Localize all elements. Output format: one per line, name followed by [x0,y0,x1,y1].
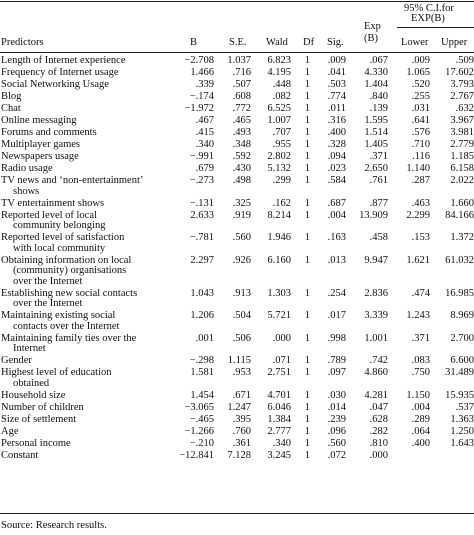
cell-upper: 17.602 [445,67,474,78]
predictor-label-line: Online messaging [1,115,77,126]
cell-sig: .400 [327,127,346,138]
predictor-label [1,427,191,438]
cell-df: 1 [304,389,310,401]
cell-df: 1 [304,67,310,78]
cell-upper: 31.489 [445,367,474,378]
predictor-label-line: Frequency of Internet usage [1,67,119,78]
cell-upper: 15.935 [445,389,474,401]
cell-sig: .030 [327,389,346,401]
wald-header: Wald [266,37,288,48]
cell-lower: .710 [411,139,430,150]
cell-b: −3.065 [184,401,214,413]
cell-exp: 4.860 [364,367,388,378]
cell-se: .671 [232,389,251,401]
predictor-label [1,140,191,151]
cell-lower: 1.140 [406,163,430,174]
cell-df: 1 [304,197,310,209]
cell-se: .913 [232,287,251,299]
cell-wald: 1.303 [267,287,291,299]
cell-b: .679 [195,163,214,174]
predictor-label [1,334,191,355]
cell-upper: 1.372 [450,232,474,243]
predictor-label [1,356,191,367]
cell-se: .608 [232,91,251,102]
cell-exp: .047 [369,401,388,413]
top-rule [0,1,474,2]
cell-b: −1.266 [184,425,214,437]
cell-sig: .789 [327,355,346,366]
predictor-label-line: community belonging [13,220,106,231]
cell-b: .467 [195,115,214,126]
cell-se: .560 [232,232,251,243]
cell-lower: .474 [411,287,430,299]
predictor-label-line: Constant [1,449,39,461]
predictor-label-line: Highest level of education [1,367,112,378]
cell-wald: .448 [272,79,291,90]
cell-upper: 1.185 [450,151,474,162]
cell-wald: 2.777 [267,425,291,437]
cell-upper: 1.363 [450,413,474,425]
predictor-label-line: contacts over the Internet [13,320,120,332]
cell-upper: 2.767 [450,91,474,102]
cell-b: 2.297 [190,254,214,266]
cell-df: 1 [304,287,310,299]
cell-sig: .072 [327,449,346,461]
cell-b: 1.043 [190,287,214,299]
cell-df: 1 [304,232,310,243]
cell-wald: .082 [272,91,291,102]
predictors-header: Predictors [1,37,44,48]
cell-lower: .463 [411,197,430,209]
cell-upper: 84.166 [445,209,474,221]
cell-df: 1 [304,367,310,378]
cell-b: −.781 [189,232,214,243]
exp-header-line1: Exp [364,21,381,32]
predictor-label-line: Maintaining existing social [1,310,116,321]
cell-sig: .316 [327,115,346,126]
cell-lower: .750 [411,367,430,378]
ci-header-line2: EXP(B) [411,13,445,24]
cell-upper: .632 [455,103,474,114]
ci-header-line1: 95% C.I.for [404,3,454,14]
cell-df: 1 [304,310,310,321]
cell-df: 1 [304,449,310,461]
cell-se: .498 [232,175,251,186]
cell-df: 1 [304,91,310,102]
predictor-label [1,104,191,115]
predictor-label-line: (community) organisations [13,265,127,276]
predictor-label [1,289,191,310]
header-rule [0,52,474,53]
cell-upper: 1.643 [450,437,474,449]
cell-lower: 1.243 [406,310,430,321]
cell-exp: 1.404 [364,79,388,90]
cell-upper: 3.967 [450,115,474,126]
cell-wald: .299 [272,175,291,186]
cell-wald: .707 [272,127,291,138]
cell-upper: 16.985 [445,287,474,299]
cell-exp: .458 [369,232,388,243]
cell-sig: .163 [327,232,346,243]
cell-se: .465 [232,115,251,126]
cell-upper: 6.158 [450,163,474,174]
cell-df: 1 [304,115,310,126]
cell-b: .340 [195,139,214,150]
cell-df: 1 [304,401,310,413]
df-header: Df [303,37,315,48]
predictor-label-line: Forums and comments [1,127,97,138]
cell-wald: 6.525 [267,103,291,114]
cell-lower: 1.621 [406,254,430,266]
predictor-label [1,68,191,79]
cell-se: 1.037 [227,55,251,66]
predictor-label-line: Number of children [1,401,84,413]
cell-sig: .687 [327,197,346,209]
predictor-label [1,152,191,163]
predictor-label [1,199,191,210]
predictor-label-line: TV entertainment shows [1,197,105,209]
cell-df: 1 [304,55,310,66]
cell-upper: 2.779 [450,139,474,150]
predictor-label [1,391,191,402]
cell-upper: 3.981 [450,127,474,138]
cell-wald: .071 [272,355,291,366]
cell-wald: 1.384 [267,413,291,425]
cell-df: 1 [304,139,310,150]
predictor-label [1,368,191,389]
cell-b: −.298 [189,355,214,366]
predictor-label-line: Internet [13,343,46,354]
cell-upper: 6.600 [450,355,474,366]
cell-wald: .000 [272,332,291,344]
cell-upper: 2.022 [450,175,474,186]
cell-exp: 1.514 [364,127,388,138]
cell-sig: .239 [327,413,346,425]
cell-lower: .116 [412,151,430,162]
predictor-label [1,233,191,254]
cell-upper: 2.700 [450,332,474,344]
predictor-label-line: with local community [13,242,106,254]
predictor-label-line: Household size [1,389,66,401]
predictor-label-line: Newspapers usage [1,151,79,162]
cell-upper: 61.032 [445,254,474,266]
cell-b: −.465 [189,413,214,425]
cell-se: .504 [232,310,251,321]
cell-wald: 6.046 [267,401,291,413]
predictor-label-line: Establishing new social contacts [1,287,138,299]
cell-exp: 1.405 [364,139,388,150]
cell-lower: .576 [411,127,430,138]
predictor-label-line: Maintaining family ties over the [1,332,137,344]
cell-se: .348 [232,139,251,150]
cell-se: .953 [232,367,251,378]
cell-wald: .162 [272,197,291,209]
cell-df: 1 [304,413,310,425]
predictor-label-line: Radio usage [1,163,53,174]
predictor-label [1,211,191,232]
cell-exp: 1.595 [364,115,388,126]
cell-wald: 8.214 [267,209,291,221]
cell-wald: 5.721 [267,310,291,321]
cell-lower: .520 [411,79,430,90]
cell-df: 1 [304,437,310,449]
cell-sig: .023 [327,163,346,174]
cell-df: 1 [304,163,310,174]
predictor-label-line: Multiplayer games [1,139,81,150]
cell-se: 1.115 [227,355,251,366]
cell-sig: .998 [327,332,346,344]
cell-exp: 4.281 [364,389,388,401]
cell-sig: .096 [327,425,346,437]
cell-df: 1 [304,127,310,138]
cell-b: −.273 [189,175,214,186]
lower-header: Lower [401,37,429,48]
predictor-label [1,164,191,175]
predictor-label [1,415,191,426]
cell-df: 1 [304,209,310,221]
sig-header: Sig. [327,37,344,48]
cell-lower: .289 [411,413,430,425]
cell-df: 1 [304,425,310,437]
predictor-label-line: Reported level of local [1,209,97,221]
se-header: S.E. [229,37,247,48]
cell-lower: .004 [411,401,430,413]
cell-b: .415 [195,127,214,138]
cell-exp: .840 [369,91,388,102]
cell-exp: .877 [369,197,388,209]
predictor-label [1,256,191,288]
cell-df: 1 [304,151,310,162]
cell-b: −1.972 [184,103,214,114]
cell-lower: .009 [411,55,430,66]
cell-sig: .097 [327,367,346,378]
cell-sig: .094 [327,151,346,162]
cell-sig: .503 [327,79,346,90]
cell-lower: .400 [411,437,430,449]
cell-exp: 2.836 [364,287,388,299]
cell-b: .339 [195,79,214,90]
predictor-label-line: Gender [1,355,32,366]
cell-b: −.174 [189,91,214,102]
predictor-label [1,451,191,462]
cell-df: 1 [304,254,310,266]
cell-b: −.210 [189,437,214,449]
predictor-label [1,311,191,332]
cell-lower: .031 [411,103,430,114]
cell-b: 2.633 [190,209,214,221]
cell-upper: 1.250 [450,425,474,437]
source-note: Source: Research results. [1,520,107,531]
cell-wald: 6.160 [267,254,291,266]
cell-b: 1.466 [190,67,214,78]
cell-b: −2.708 [184,55,214,66]
cell-exp: .067 [369,55,388,66]
predictor-label [1,403,191,414]
cell-se: .493 [232,127,251,138]
cell-df: 1 [304,103,310,114]
predictor-label-line: Social Networking Usage [1,79,109,90]
cell-se: .772 [232,103,251,114]
cell-upper: 8.969 [450,310,474,321]
exp-header-line2: (B) [364,33,378,44]
cell-exp: .282 [369,425,388,437]
cell-wald: 5.132 [267,163,291,174]
cell-exp: .742 [369,355,388,366]
cell-exp: 2.650 [364,163,388,174]
cell-df: 1 [304,79,310,90]
bottom-rule [0,513,474,514]
cell-exp: .371 [369,151,388,162]
predictor-label-line: shows [13,185,40,197]
cell-exp: .628 [369,413,388,425]
cell-sig: .013 [327,254,346,266]
cell-se: .506 [232,332,251,344]
cell-sig: .011 [328,103,346,114]
cell-exp: .761 [369,175,388,186]
cell-exp: 1.001 [364,332,388,344]
predictor-label-line: Chat [1,103,21,114]
cell-sig: .014 [327,401,346,413]
cell-exp: 4.330 [364,67,388,78]
cell-sig: .041 [327,67,346,78]
cell-wald: 6.823 [267,55,291,66]
cell-sig: .009 [327,55,346,66]
cell-wald: 4.195 [267,67,291,78]
predictor-label-line: over the Internet [13,275,83,287]
cell-lower: .153 [411,232,430,243]
predictor-label [1,128,191,139]
cell-wald: .340 [272,437,291,449]
cell-df: 1 [304,175,310,186]
cell-exp: 3.339 [364,310,388,321]
predictor-label [1,439,191,450]
predictor-label-line: TV news and ‘non-entertainment’ [1,175,144,186]
cell-lower: 1.150 [406,389,430,401]
predictor-label-line: Obtaining information on local [1,254,132,266]
predictor-label-line: Blog [1,91,22,102]
cell-upper: .509 [455,55,474,66]
cell-sig: .004 [327,209,346,221]
predictor-label [1,116,191,127]
cell-se: .361 [232,437,251,449]
cell-wald: 1.946 [267,232,291,243]
predictor-label-line: Size of settlement [1,413,77,425]
cell-upper: .537 [455,401,474,413]
cell-sig: .584 [327,175,346,186]
cell-upper: 3.793 [450,79,474,90]
cell-exp: 13.909 [359,209,388,221]
cell-b: 1.206 [190,310,214,321]
cell-exp: .000 [369,449,388,461]
predictor-label-line: Age [1,425,19,437]
cell-se: .926 [232,254,251,266]
ci-subrule [397,27,474,28]
cell-lower: .083 [411,355,430,366]
cell-lower: 2.299 [406,209,430,221]
cell-lower: .371 [411,332,430,344]
cell-exp: .810 [369,437,388,449]
cell-se: 7.128 [227,449,251,461]
cell-b: 1.454 [190,389,214,401]
upper-header: Upper [441,37,468,48]
cell-wald: 1.007 [267,115,291,126]
predictor-label-line: over the Internet [13,298,83,309]
cell-se: .760 [232,425,251,437]
cell-wald: 2.751 [267,367,291,378]
predictor-label [1,92,191,103]
cell-wald: 4.701 [267,389,291,401]
predictor-label [1,80,191,91]
cell-se: .592 [232,151,251,162]
cell-exp: 9.947 [364,254,388,266]
cell-se: .395 [232,413,251,425]
cell-se: .919 [232,209,251,221]
cell-se: .716 [232,67,251,78]
cell-b: −.131 [189,197,214,209]
predictor-label-line: obtained [13,377,50,389]
cell-b: 1.581 [190,367,214,378]
predictor-label [1,56,191,67]
cell-lower: 1.065 [406,67,430,78]
cell-sig: .774 [327,91,346,102]
cell-sig: .254 [327,287,346,299]
predictor-label-line: Reported level of satisfaction [1,232,125,243]
predictor-label [1,176,191,197]
cell-wald: .955 [272,139,291,150]
predictor-label-line: Personal income [1,437,71,449]
cell-sig: .560 [327,437,346,449]
cell-df: 1 [304,332,310,344]
cell-b: −12.841 [179,449,214,461]
cell-sig: .328 [327,139,346,150]
cell-lower: .641 [411,115,430,126]
cell-b: −.991 [189,151,214,162]
cell-wald: 3.245 [267,449,291,461]
cell-upper: 1.660 [450,197,474,209]
cell-exp: .139 [369,103,388,114]
cell-lower: .287 [411,175,430,186]
cell-df: 1 [304,355,310,366]
b-header: B [190,37,198,48]
cell-se: .507 [232,79,251,90]
cell-lower: .255 [411,91,430,102]
cell-lower: .064 [411,425,430,437]
cell-se: .430 [232,163,251,174]
cell-se: .325 [232,197,251,209]
cell-b: .001 [195,332,214,344]
cell-wald: 2.802 [267,151,291,162]
cell-se: 1.247 [227,401,251,413]
predictor-label-line: Length of Internet experience [1,55,126,66]
cell-sig: .017 [327,310,346,321]
